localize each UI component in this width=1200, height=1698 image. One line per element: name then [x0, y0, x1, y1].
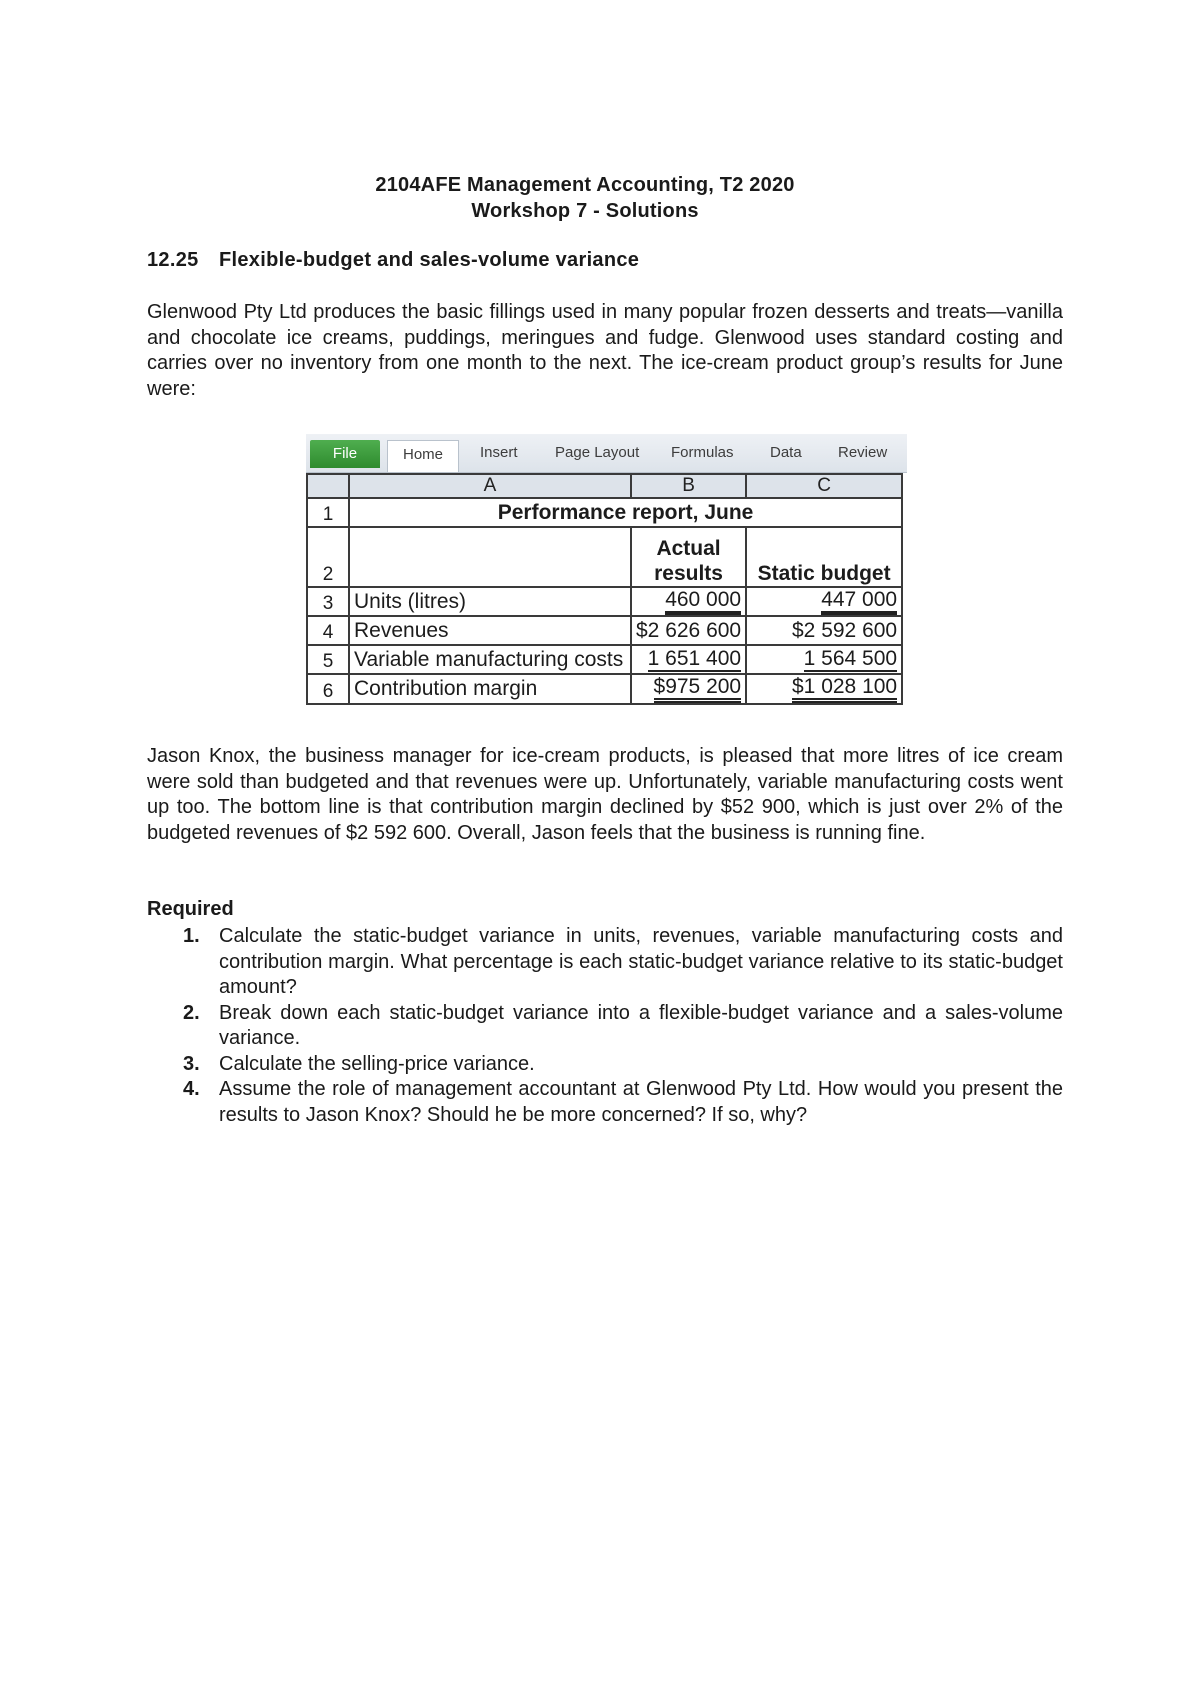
section-heading: [147, 249, 639, 272]
second-paragraph: Jason Knox, the business manager for ice-cream products, is pleased that more litres of ice cream were sold than budgeted and that revenues were up. Unfortunately, variable manufacturing costs went up too. The bottom line is that contribution margin declined by $52 900, which is just over 2% of the budgeted revenues of $2 592 600. Overall, Jason feels that the business is running fine.: [147, 745, 1063, 844]
static-units-value: 447 000: [821, 589, 897, 615]
corner-cell: [307, 474, 349, 498]
performance-report-table: [306, 473, 903, 705]
static-variable-costs: [746, 645, 902, 674]
list-item: [147, 1001, 1063, 1052]
list-item: [147, 1077, 1063, 1128]
item-number: 4.: [183, 1078, 200, 1100]
actual-units-value: 460 000: [665, 589, 741, 615]
spreadsheet-screenshot: [306, 434, 907, 712]
item-text: Break down each static-budget variance into a flexible-budget variance and a sales-volume variance.: [219, 1001, 1063, 1049]
report-title: Performance report, June: [349, 498, 902, 527]
document-title-block: [0, 172, 1170, 224]
actual-variable-costs: [631, 645, 746, 674]
table-row: [307, 645, 902, 674]
course-title: 2104AFE Management Accounting, T2 2020: [375, 174, 795, 196]
row-number: 3: [307, 587, 349, 616]
required-list: [147, 924, 1063, 1128]
table-row: [307, 527, 902, 587]
intro-paragraph: Glenwood Pty Ltd produces the basic fillings used in many popular frozen desserts and treats—vanilla and chocolate ice creams, puddings, meringues and fudge. Glenwood uses standard costing and carries over no inventory from one month to the next. The ice-cream product group’s results for June were:: [147, 301, 1063, 400]
item-text: Calculate the static-budget variance in units, revenues, variable manufacturing costs and contribution margin. What percentage is each static-budget variance relative to its static-budget amount?: [219, 925, 1063, 998]
item-text: Calculate the selling-price variance.: [219, 1052, 535, 1075]
ribbon-tab-data: Data: [770, 444, 802, 461]
row-number: 4: [307, 616, 349, 645]
actual-revenues: $2 626 600: [631, 616, 746, 645]
static-contribution-margin: [746, 674, 902, 704]
static-units: [746, 587, 902, 616]
column-header-a: A: [349, 474, 631, 498]
row-label-revenues: Revenues: [349, 616, 631, 645]
item-text: Assume the role of management accountant at Glenwood Pty Ltd. How would you present the results to Jason Knox? Should he be more concerned? If so, why?: [219, 1078, 1063, 1126]
actual-contribution-margin: [631, 674, 746, 704]
ribbon-tab-formulas: Formulas: [671, 444, 734, 461]
section-number: 12.25: [147, 249, 199, 271]
static-variable-costs-value: 1 564 500: [803, 647, 898, 670]
row-number: 6: [307, 674, 349, 704]
row-label-variable-costs: Variable manufacturing costs: [349, 645, 631, 674]
ribbon-tab-home: Home: [387, 440, 459, 472]
actual-variable-costs-value: 1 651 400: [647, 647, 742, 670]
table-row: [307, 674, 902, 704]
header-actual-line1: Actual: [656, 537, 721, 560]
static-revenues: $2 592 600: [746, 616, 902, 645]
section-title: Flexible-budget and sales-volume variance: [219, 249, 640, 271]
item-number: 2.: [183, 1001, 200, 1024]
table-row: [307, 498, 902, 527]
column-header-b: B: [631, 474, 746, 498]
row-number: 1: [307, 498, 349, 527]
column-header-c: C: [746, 474, 902, 498]
item-number: 1.: [183, 925, 200, 947]
ribbon-bar: [306, 434, 907, 473]
header-static-budget: Static budget: [746, 527, 902, 587]
ribbon-tab-page-layout: Page Layout: [555, 444, 640, 461]
row-label-units: Units (litres): [349, 587, 631, 616]
list-item: [147, 924, 1063, 1001]
table-row: [307, 587, 902, 616]
column-header-row: [307, 474, 902, 498]
ribbon-tab-file: File: [310, 440, 380, 468]
ribbon-tab-insert: Insert: [480, 444, 518, 461]
list-item: [147, 1052, 1063, 1078]
workshop-title: Workshop 7 - Solutions: [471, 200, 699, 222]
header-actual-results: [631, 527, 746, 587]
empty-cell: [349, 527, 631, 587]
row-label-contribution-margin: Contribution margin: [349, 674, 631, 704]
actual-contribution-margin-value: $975 200: [654, 676, 742, 703]
item-number: 3.: [183, 1052, 200, 1075]
required-heading: Required: [147, 898, 234, 920]
row-number: 2: [307, 527, 349, 587]
table-row: [307, 616, 902, 645]
ribbon-tab-review: Review: [838, 444, 888, 461]
header-actual-line2: results: [654, 562, 723, 585]
row-number: 5: [307, 645, 349, 674]
actual-units: [631, 587, 746, 616]
static-contribution-margin-value: $1 028 100: [792, 676, 897, 703]
